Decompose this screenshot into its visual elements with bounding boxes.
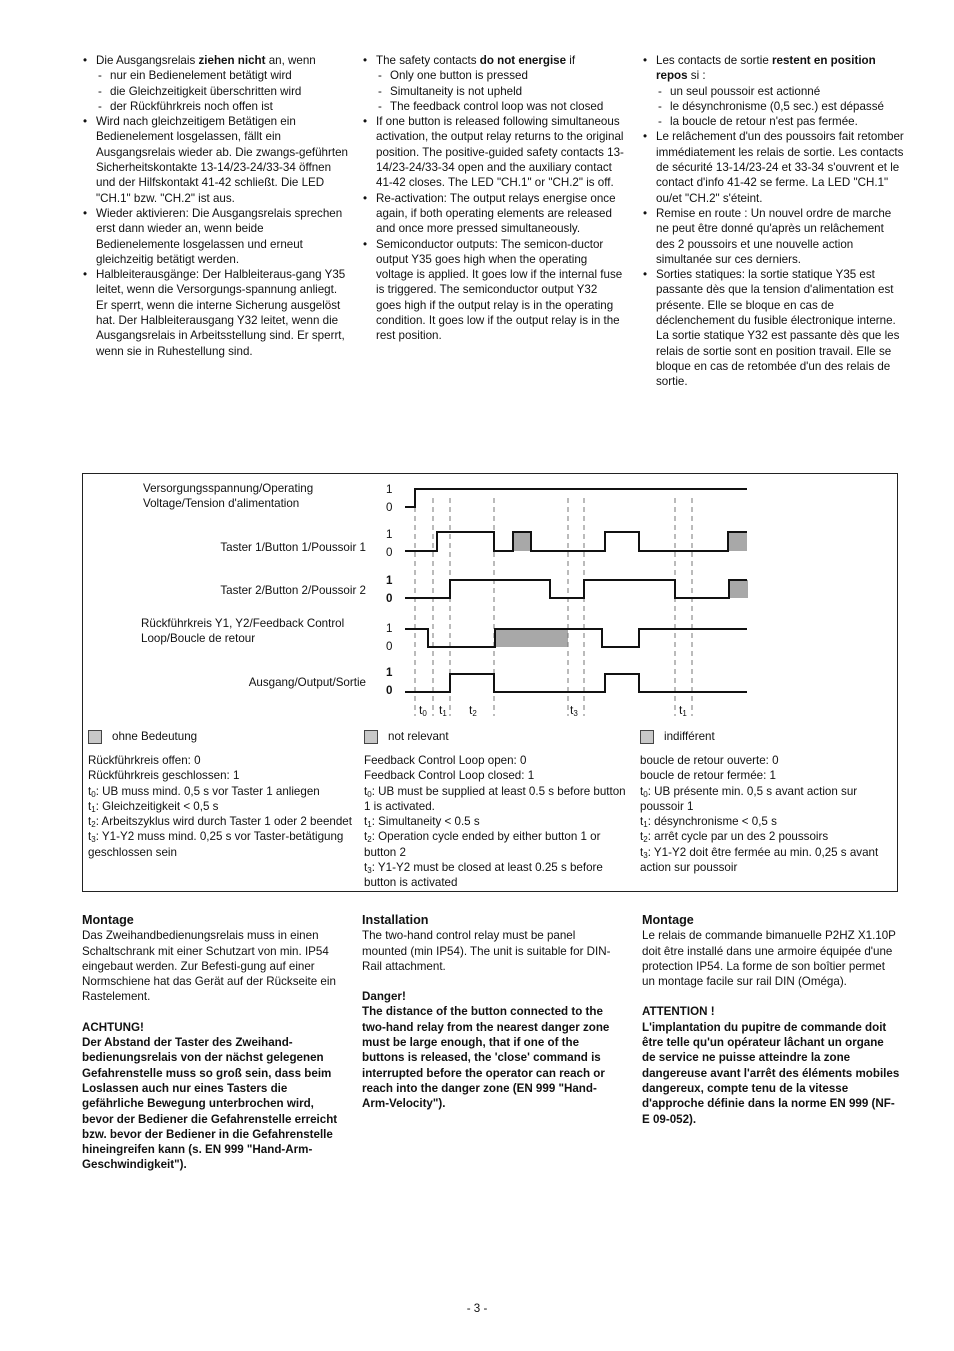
legend-en-t3: $t_3$: Y1-Y2 must be closed at least 0.25 s before button is activated <box>364 861 603 890</box>
legend-de-t1: $t_1$: Gleichzeitigkeit < 0,5 s <box>88 799 219 814</box>
intro-en-bullet-2: • If one button is released following simultaneous activation, the output relay returns to the original position. The positive-guided safety contacts 13-14/23-24/33-34 open and the auxiliary contact 41-42 closes. The LED "CH.1" or "CH.2" is off. <box>362 114 624 190</box>
level-hi-voltage: 1 <box>386 483 393 496</box>
intro-de-bullet-2: • Wird nach gleichzeitigem Betätigen ein Bedienelement losgelassen, fällt ein Ausgangsrelais wieder ab. Die zwangs-geführten Sicherheitskontakte 13-14/23-24/33-34 öffnen und der Hilfskontakt 41-42 schließt. Die LED "CH.1" bzw. "CH.2" ist aus. <box>82 114 350 206</box>
legend-fr-t2: $t_2$: arrêt cycle par un des 2 poussoirs <box>640 830 829 845</box>
signal-label-voltage: Versorgungsspannung/Operating Voltage/Tension d'alimentation <box>143 482 314 511</box>
mounting-fr-title: Montage <box>642 913 694 927</box>
signal-label-button-1: Taster 1/Button 1/Poussoir 1 <box>220 541 366 554</box>
mounting-en-text: The two-hand control relay must be panel mounted (min IP54). The unit is suitable for DIN-Rail attachment. <box>362 929 611 973</box>
waveform-button-2 <box>405 580 747 598</box>
legend-en-line-2: Feedback Control Loop closed: 1 <box>364 769 535 783</box>
intro-de-sub-3: - der Rückführkreis noch offen ist <box>96 99 350 114</box>
mounting-fr <box>642 913 900 1127</box>
waveform-voltage <box>405 489 747 507</box>
intro-de-bullet-4: • Halbleiterausgänge: Der Halbleiteraus-gang Y35 leitet, wenn die Versorgungs-spannung anliegt. Er sperrt, wenn die interne Sicherung ausgelöst hat. Der Halbleiterausgang Y32 leitet, wenn die Ausgangsrelais in Arbeitsstellung sind. Er sperrt, wenn sie in Ruhestellung sind. <box>82 267 350 359</box>
legend-fr-gray-label: indifférent <box>664 730 715 744</box>
legend-en-t1: $t_1$: Simultaneity < 0.5 s <box>364 815 480 830</box>
legend-de-t2: $t_2$: Arbeitszyklus wird durch Taster 1 oder 2 beendet <box>88 815 352 830</box>
time-label-t2: $t_2$ <box>469 703 477 718</box>
intro-column-fr <box>642 53 904 390</box>
signal-label-output: Ausgang/Output/Sortie <box>248 676 366 689</box>
mounting-en-warning-text: The distance of the button connected to the two-hand relay from the nearest danger zone must be large enough, that if one of the buttons is released, the 'close' command is interrupted before the operator can reach or reach into the danger zone (EN 999 "Hand-Arm-Velocity"). <box>362 1005 610 1111</box>
intro-en-sub-1: - Only one button is pressed <box>376 68 624 83</box>
signal-label-button-2: Taster 2/Button 2/Poussoir 2 <box>220 584 366 597</box>
mounting-en <box>362 913 620 1112</box>
legend-de-t3: $t_3$: Y1-Y2 muss mind. 0,25 s vor Taster-betätigung geschlossen sein <box>88 830 344 859</box>
level-lo-output: 0 <box>386 684 393 697</box>
not-relevant-swatch <box>640 730 654 744</box>
mounting-de-warning-text: Der Abstand der Taster des Zweihand-bedienungsrelais von der nächst gelegenen Gefahrenstelle muss so groß sein, dass beim Loslassen auch nur eines Tasters die gefährliche Bewegung unterbrochen wird, bevor der Bediener die Gefahrenstelle erreicht bzw. bevor der Bediener in die Gefahrenstelle hineingreifen kann (s. EN 999 "Hand-Arm-Geschwindigkeit"). <box>82 1036 338 1172</box>
intro-fr-sub-2: - le désynchronisme (0,5 sec.) est dépassé <box>656 99 904 114</box>
legend-en-line-1: Feedback Control Loop open: 0 <box>364 754 527 767</box>
level-lo-feedback: 0 <box>386 640 393 653</box>
intro-de-sub-2: - die Gleichzeitigkeit überschritten wird <box>96 84 350 99</box>
mounting-de-warning-title: ACHTUNG! <box>82 1020 144 1034</box>
timing-diagram <box>82 473 898 892</box>
level-lo-button-2: 0 <box>386 592 393 605</box>
legend-en <box>364 729 629 891</box>
not-relevant-area-b2 <box>729 580 748 598</box>
timing-waveforms <box>83 474 899 734</box>
mounting-de-title: Montage <box>82 913 134 927</box>
legend-fr-line-1: boucle de retour ouverte: 0 <box>640 754 779 767</box>
intro-fr-bullet-1: • Les contacts de sortie restent en position repos si : - un seul poussoir est actionné - le désynchronisme (0,5 sec.) est dépassé - la boucle de retour n'est pas fermée. <box>642 53 904 129</box>
time-label-t3: $t_3$ <box>570 703 578 718</box>
intro-de-sub-1: - nur ein Bedienelement betätigt wird <box>96 68 350 83</box>
mounting-de <box>82 913 340 1173</box>
time-label-t0: $t_0$ <box>419 703 427 718</box>
level-lo-voltage: 0 <box>386 501 393 514</box>
intro-column-en <box>362 53 624 344</box>
legend-de-line-1: Rückführkreis offen: 0 <box>88 754 201 767</box>
legend-fr-t0: $t_0$: UB présente min. 0,5 s avant action sur poussoir 1 <box>640 784 858 813</box>
legend-en-t0: $t_0$: UB must be supplied at least 0.5 s before button 1 is activated. <box>364 784 626 813</box>
legend-de-line-2: Rückführkreis geschlossen: 1 <box>88 769 240 783</box>
mounting-de-text: Das Zweihandbedienungsrelais muss in einen Schaltschrank mit einer Schutzart von min. IP54 eingebaut werden. Zur Befesti-gung auf einer Normschiene hat das Gerät auf der Rückseite ein Rastelement. <box>82 929 336 1004</box>
intro-column-de <box>82 53 350 359</box>
not-relevant-area-b1-2 <box>728 532 747 551</box>
mounting-fr-warning-text: L'implantation du pupitre de commande doit être telle qu'un opérateur lâchant un organe de service ne puisse atteindre la zone dangereuse avant l'arrêt des éléments mobiles dangereux, compte tenu de la vitesse d'approche définie dans la norme EN 999 (NF-E 09-052). <box>642 1020 900 1126</box>
mounting-fr-warning-title: ATTENTION ! <box>642 1005 715 1019</box>
waveform-button-1 <box>405 532 747 551</box>
time-label-t1-repeat: $t_1$ <box>679 703 687 718</box>
intro-de-bullet-1: • Die Ausgangsrelais ziehen nicht an, wenn - nur ein Bedienelement betätigt wird - die Gleichzeitigkeit überschritten wird - der Rückführkreis noch offen ist <box>82 53 350 114</box>
intro-fr-bullet-4: • Sorties statiques: la sortie statique Y35 est passante dès que la tension d'alimentation est présente. Elle se bloque en cas de déclenchement du fusible électronique interne. La sortie statique Y32 est passante dès que les relais de sortie sont en position travail. Elle se bloque en cas de retombée d'un des relais de sortie. <box>642 267 904 389</box>
time-label-t1: $t_1$ <box>439 703 447 718</box>
intro-en-bullet-1: • The safety contacts do not energise if - Only one button is pressed - Simultaneity is not upheld - The feedback control loop was not closed <box>362 53 624 114</box>
legend-en-t2: $t_2$: Operation cycle ended by either button 1 or button 2 <box>364 830 601 859</box>
legend-fr-t3: $t_3$: Y1-Y2 doit être fermée au min. 0,25 s avant action sur poussoir <box>640 845 879 875</box>
page-number: - 3 - <box>466 1302 488 1315</box>
intro-en-bullet-3: • Re-activation: The output relays energise once again, if both operating elements are released and once more pressed simultaneously. <box>362 191 624 237</box>
mounting-fr-text: Le relais de commande bimanuelle P2HZ X1.10P doit être installé dans une armoire équipée d'une protection IP54. La forme de son boîtier permet un montage facile sur rail DIN (Oméga). <box>642 929 896 989</box>
mounting-en-title: Installation <box>362 913 429 927</box>
intro-fr-sub-1: - un seul poussoir est actionné <box>656 84 904 99</box>
not-relevant-area-feedback <box>495 629 568 647</box>
legend-fr-line-2: boucle de retour fermée: 1 <box>640 769 776 783</box>
level-hi-button-2: 1 <box>386 574 393 587</box>
intro-fr-bullet-3: • Remise en route : Un nouvel ordre de marche ne peut être donné qu'après un relâchement des 2 poussoirs et une nouvelle action simultanée sur ces derniers. <box>642 206 904 267</box>
legend-de <box>88 729 353 860</box>
not-relevant-swatch <box>88 730 102 744</box>
waveform-feedback <box>405 629 747 647</box>
level-lo-button-1: 0 <box>386 546 393 559</box>
intro-fr-bullet-2: • Le relâchement d'un des poussoirs fait retomber immédiatement les relais de sortie. Les contacts de sécurité 13-14/23-24 et 33-34 s'ouvrent et le contact d'info 41-42 se ferme. La LED "CH.1" ou/et "CH.2" s'éteint. <box>642 129 904 205</box>
not-relevant-swatch <box>364 730 378 744</box>
intro-de-bullet-3: • Wieder aktivieren: Die Ausgangsrelais sprechen erst dann wieder an, wenn beide Bedienelemente losgelassen und erneut gleichzeitig betätigt werden. <box>82 206 350 267</box>
legend-de-gray-label: ohne Bedeutung <box>112 730 198 744</box>
not-relevant-area-b1-1 <box>513 532 531 551</box>
intro-en-sub-2: - Simultaneity is not upheld <box>376 84 624 99</box>
level-hi-feedback: 1 <box>386 622 393 635</box>
legend-en-gray-label: not relevant <box>388 730 449 744</box>
legend-fr <box>640 729 890 875</box>
level-hi-button-1: 1 <box>386 528 393 541</box>
intro-en-bullet-4: • Semiconductor outputs: The semicon-ductor output Y35 goes high when the operating voltage is applied. It goes low if the internal fuse is triggered. The semiconductor output Y32 goes high if the output relay is in the operating condition. It goes low if the output relay is in the rest position. <box>362 237 624 344</box>
signal-label-feedback: Rückführkreis Y1, Y2/Feedback Control Loop/Boucle de retour <box>141 617 345 646</box>
intro-en-sub-3: - The feedback control loop was not closed <box>376 99 624 114</box>
mounting-en-warning-title: Danger! <box>362 990 406 1004</box>
intro-fr-sub-3: - la boucle de retour n'est pas fermée. <box>656 114 904 129</box>
waveform-output <box>405 674 747 692</box>
legend-de-t0: $t_0$: UB muss mind. 0,5 s vor Taster 1 anliegen <box>88 784 320 799</box>
level-hi-output: 1 <box>386 666 393 679</box>
legend-fr-t1: $t_1$: désynchronisme < 0,5 s <box>640 815 777 830</box>
